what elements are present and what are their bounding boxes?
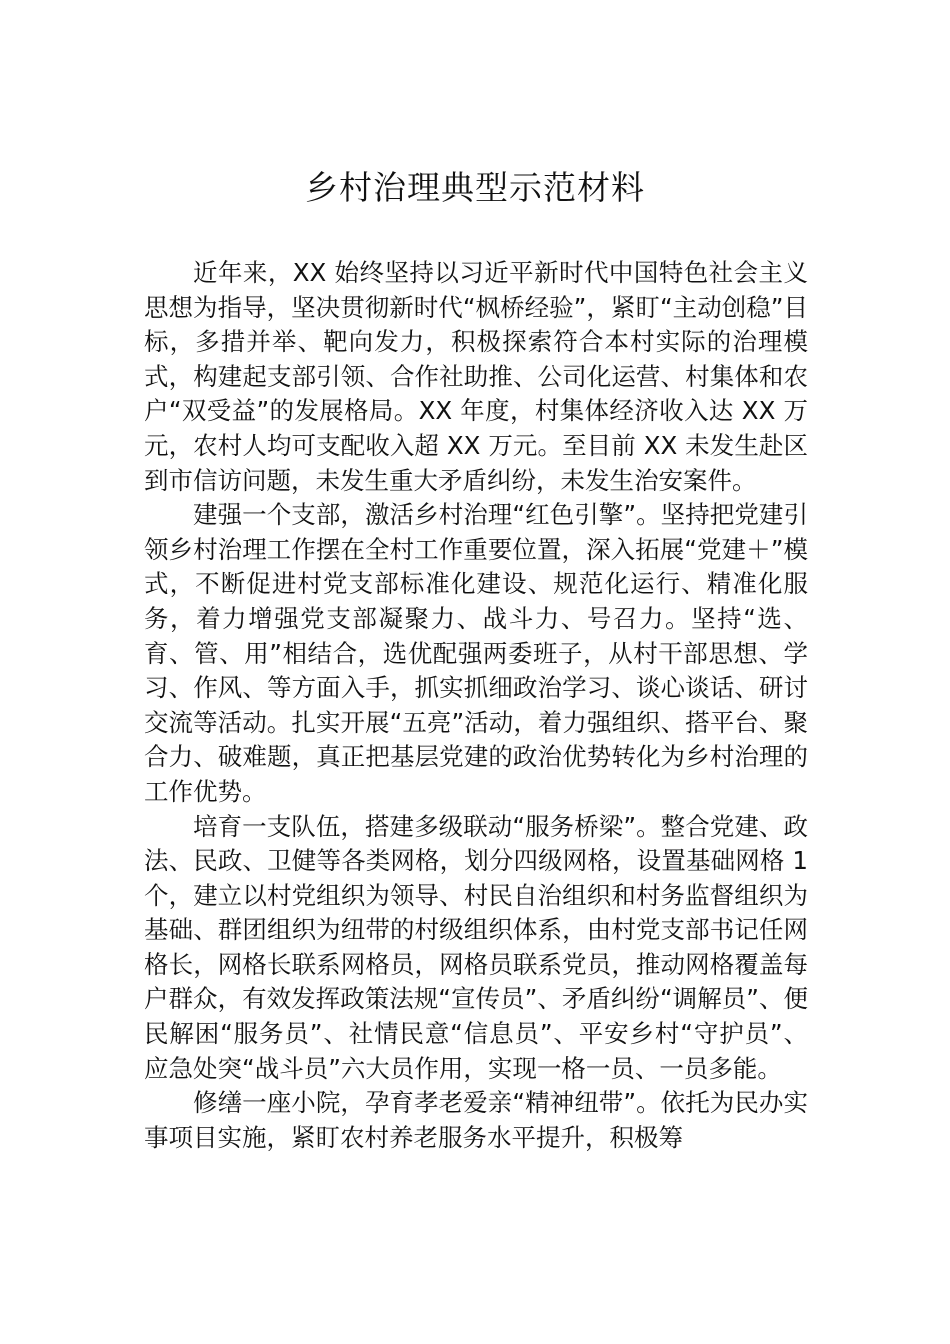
paragraph-grid-team: 培育一支队伍，搭建多级联动“服务桥梁”。整合党建、政法、民政、卫健等各类网格，划分四级网格，设置基础网格 1 个，建立以村党组织为领导、村民自治组织和村务监督组织为基础、群团组织为纽带的村级组织体系，由村党支部书记任网格长，网格长联系网格员，网格员联系党员，推动网格覆盖每户群众，有效发挥政策法规“宣传员”、矛盾纠纷“调解员”、便民解困“服务员”、社情民意“信息员”、平安乡村“守护员”、应急处突“战斗员”六大员作用，实现一格一员、一员多能。 [144,811,808,1083]
document-title: 乡村治理典型示范材料 [305,168,645,207]
paragraph-party-branch: 建强一个支部，激活乡村治理“红色引擎”。坚持把党建引领乡村治理工作摆在全村工作重要位置，深入拓展“党建＋”模式，不断促进村党支部标准化建设、规范化运行、精准化服务，着力增强党支部凝聚力、战斗力、号召力。坚持“选、育、管、用”相结合，选优配强两委班子，从村干部思想、学习、作风、等方面入手，抓实抓细政治学习、谈心谈话、研讨交流等活动。扎实开展“五亮”活动，着力强组织、搭平台、聚合力、破难题，真正把基层党建的政治优势转化为乡村治理的工作优势。 [144,500,808,806]
document-body [144,256,808,1155]
paragraph-courtyard: 修缮一座小院，孕育孝老爱亲“精神纽带”。依托为民办实事项目实施，紧盯农村养老服务水平提升，积极筹 [144,1088,808,1152]
paragraph-intro: 近年来，XX 始终坚持以习近平新时代中国特色社会主义思想为指导，坚决贯彻新时代“枫桥经验”，紧盯“主动创稳”目标，多措并举、靶向发力，积极探索符合本村实际的治理模式，构建起支部引领、合作社助推、公司化运营、村集体和农户“双受益”的发展格局。XX 年度，村集体经济收入达 XX 万元，农村人均可支配收入超 XX 万元。至目前 XX 未发生赴区到市信访问题，未发生重大矛盾纠纷，未发生治安案件。 [144,258,808,495]
